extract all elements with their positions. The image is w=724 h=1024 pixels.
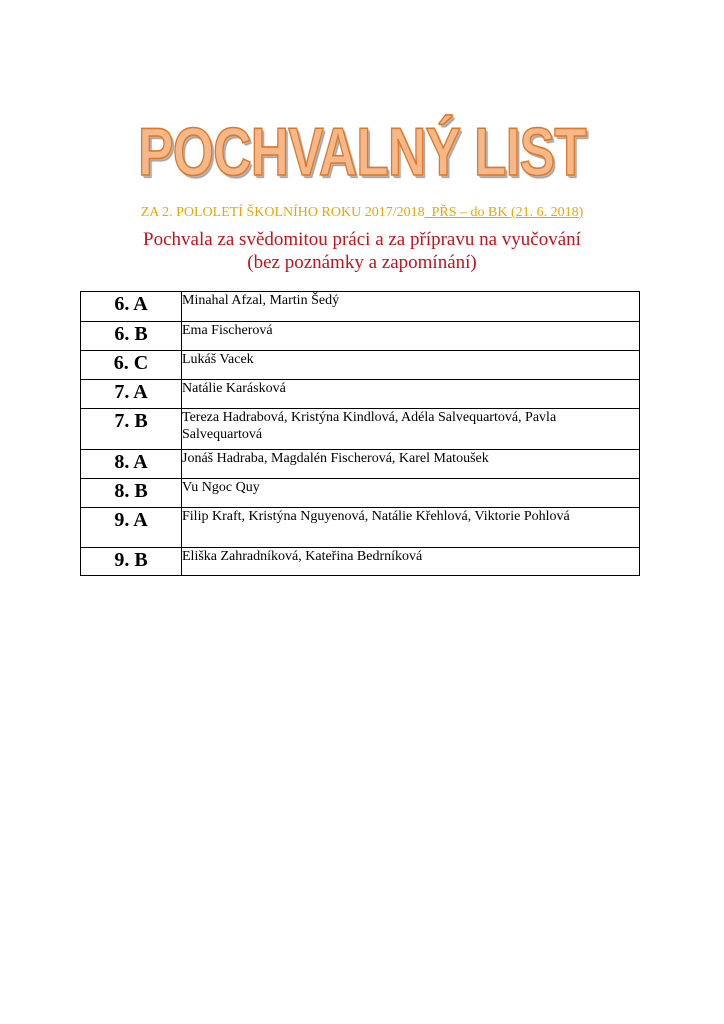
names-cell: Jonáš Hadraba, Magdalén Fischerová, Karel Matoušek	[182, 450, 640, 479]
table-row	[81, 292, 640, 322]
class-cell: 8. B	[81, 479, 182, 508]
submission-note: PŘS – do BK (21. 6. 2018)	[424, 205, 584, 220]
praise-line-2: (bez poznámky a zapomínání)	[247, 252, 477, 273]
class-cell: 7. B	[81, 409, 182, 450]
table-row	[81, 508, 640, 548]
names-cell: Lukáš Vacek	[182, 351, 640, 380]
class-cell: 6. C	[81, 351, 182, 380]
praise-table	[80, 291, 640, 576]
names-cell: Vu Ngoc Quy	[182, 479, 640, 508]
school-year-period: ZA 2. POLOLETÍ ŠKOLNÍHO ROKU 2017/2018	[140, 205, 425, 220]
table-row	[81, 479, 640, 508]
class-cell: 8. A	[81, 450, 182, 479]
subtitle	[0, 204, 724, 222]
class-cell: 7. A	[81, 380, 182, 409]
praise-line-1: Pochvala za svědomitou práci a za přípravu na vyučování	[143, 229, 581, 250]
class-cell: 6. A	[81, 292, 182, 322]
names-cell: Natálie Karásková	[182, 380, 640, 409]
class-cell: 6. B	[81, 322, 182, 351]
table-row	[81, 380, 640, 409]
table-row	[81, 548, 640, 576]
page-title: POCHVALNÝ LIST	[138, 114, 586, 190]
names-cell: Filip Kraft, Kristýna Nguyenová, Natálie Křehlová, Viktorie Pohlová	[182, 508, 640, 548]
table-row	[81, 409, 640, 450]
names-cell: Ema Fischerová	[182, 322, 640, 351]
names-cell: Eliška Zahradníková, Kateřina Bedrníková	[182, 548, 640, 576]
praise-text	[0, 228, 724, 274]
class-cell: 9. B	[81, 548, 182, 576]
names-cell: Tereza Hadrabová, Kristýna Kindlová, Adéla Salvequartová, Pavla Salvequartová	[182, 409, 640, 450]
class-cell: 9. A	[81, 508, 182, 548]
names-cell: Minahal Afzal, Martin Šedý	[182, 292, 640, 322]
table-row	[81, 351, 640, 380]
table-row	[81, 450, 640, 479]
table-row	[81, 322, 640, 351]
